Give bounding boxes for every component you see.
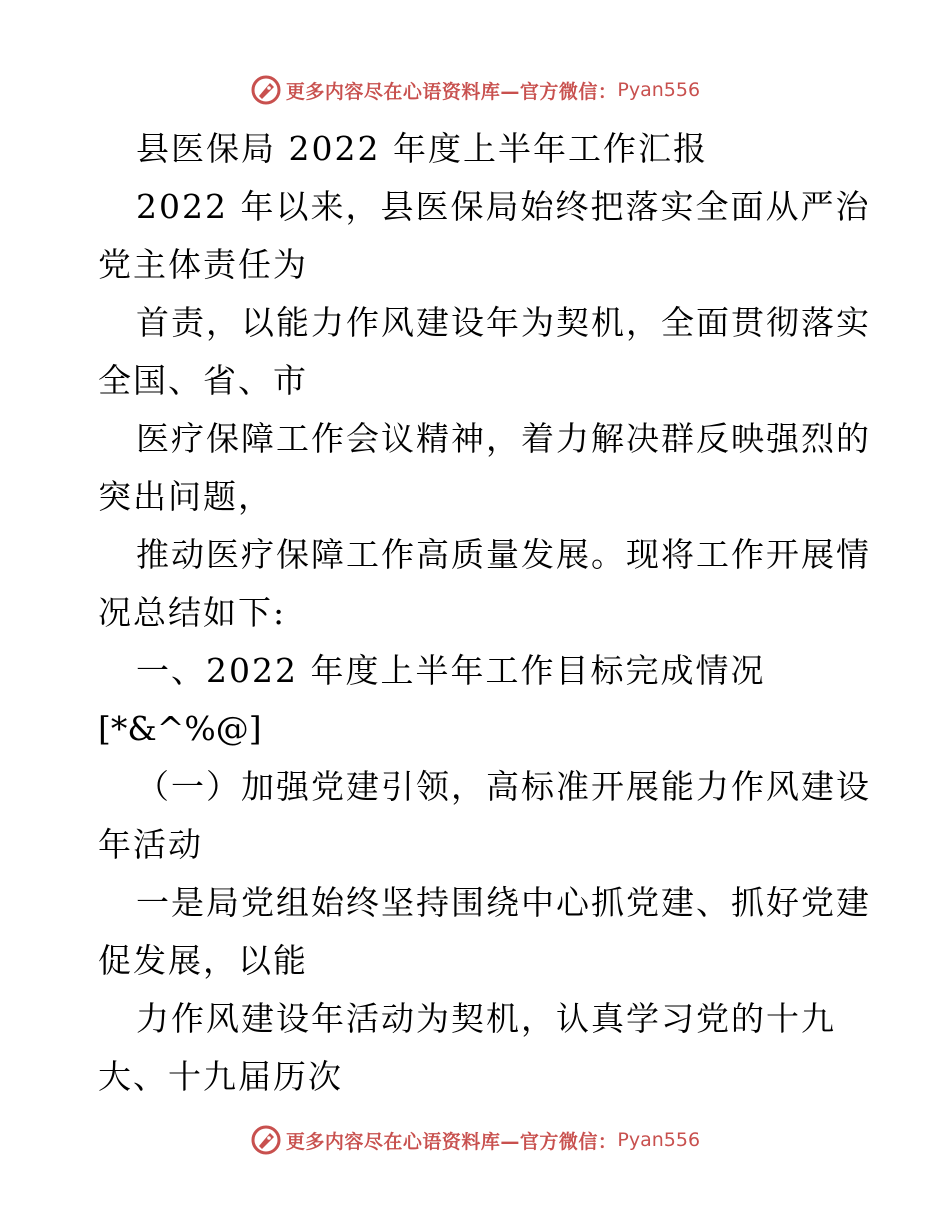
paragraph-line: 突出问题， [98, 477, 273, 516]
paragraph-line: 医疗保障工作会议精神，着力解决群反映强烈的 [136, 419, 871, 458]
header-watermark-banner [0, 70, 950, 110]
subsection-heading: （一）加强党建引领，高标准开展能力作风建设 [136, 767, 871, 806]
paragraph-line: 促发展，以能 [98, 941, 308, 980]
paragraph-line: 况总结如下: [98, 593, 287, 632]
paragraph-line: 全国、省、市 [98, 361, 308, 400]
banner-text: 更多内容尽在心语资料库—官方微信： [285, 80, 618, 103]
paragraph-line: 年活动 [98, 825, 203, 864]
paragraph-line: 首责，以能力作风建设年为契机，全面贯彻落实 [136, 303, 871, 342]
symbol-marker: [*&^%@] [98, 709, 262, 748]
document-title: 县医保局 2022 年度上半年工作汇报 [136, 129, 708, 168]
document-body [98, 120, 871, 1106]
paragraph-line: 推动医疗保障工作高质量发展。现将工作开展情 [136, 535, 871, 574]
paragraph-line: 大、十九届历次 [98, 1057, 343, 1096]
banner-wechat-id: Pyan556 [617, 1129, 701, 1151]
paragraph-line: 2022 年以来，县医保局始终把落实全面从严治 [136, 187, 871, 226]
pen-nib-logo-icon [250, 74, 282, 106]
banner-text: 更多内容尽在心语资料库—官方微信： [285, 1130, 618, 1153]
section-heading: 一、2022 年度上半年工作目标完成情况 [136, 651, 766, 690]
footer-watermark-banner [0, 1120, 950, 1160]
pen-nib-logo-icon [250, 1124, 282, 1156]
paragraph-line: 力作风建设年活动为契机，认真学习党的十九 [136, 999, 836, 1038]
banner-wechat-id: Pyan556 [617, 79, 701, 101]
paragraph-line: 党主体责任为 [98, 245, 308, 284]
paragraph-line: 一是局党组始终坚持围绕中心抓党建、抓好党建 [136, 883, 871, 922]
